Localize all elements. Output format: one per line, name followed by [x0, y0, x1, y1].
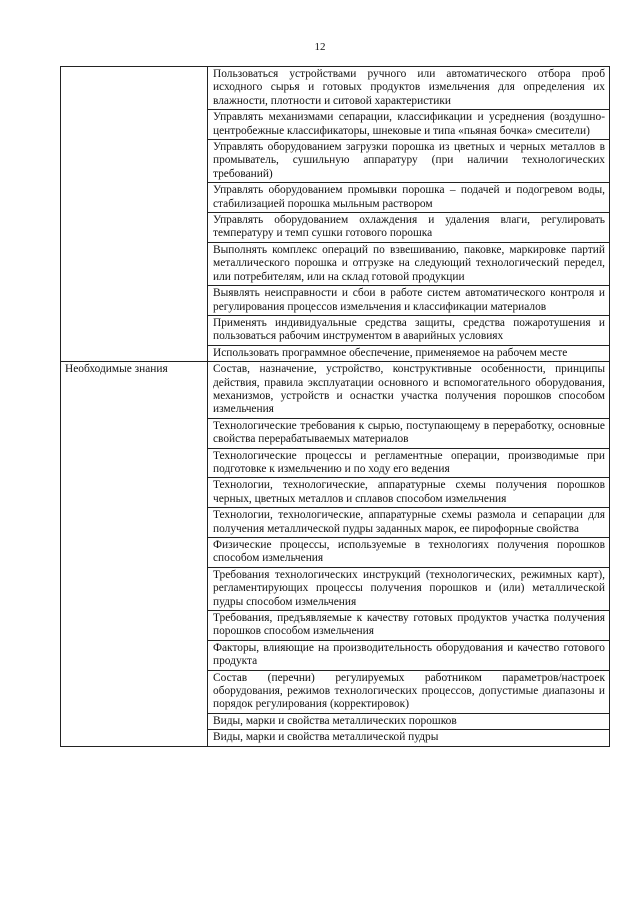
list-item: Выявлять неисправности и сбои в работе систем автоматического контроля и регулирования процессов измельчения и классификации материалов [208, 285, 609, 315]
list-item: Требования, предъявляемые к качеству готовых продуктов участка получения порошков способом измельчения [208, 610, 609, 640]
list-item: Состав, назначение, устройство, конструктивные особенности, принципы действия, правила эксплуатации основного и вспомогательного оборудования, механизмов, устройств и оснастки участка получения порошков способом измельчения [213, 363, 605, 416]
list-item: Состав (перечни) регулируемых работником параметров/настроек оборудования, режимов технологических процессов, допустимые диапазоны и порядок регулирования (корректировок) [208, 670, 609, 713]
list-item: Управлять механизмами сепарации, классификации и усреднения (воздушно-центробежные классификаторы, шнековые и типа «пьяная бочка» смесители) [208, 109, 609, 139]
section-items [208, 362, 610, 747]
table-row-knowledge [61, 362, 610, 747]
list-item: Управлять оборудованием промывки порошка – подачей и подогревом воды, стабилизацией порошка мыльным раствором [208, 182, 609, 212]
list-item: Применять индивидуальные средства защиты, средства пожаротушения и пользоваться рабочим инструментом в аварийных условиях [208, 315, 609, 345]
list-item: Технологии, технологические, аппаратурные схемы размола и сепарации для получения металлической пудры заданных марок, ее пирофорные свойства [208, 507, 609, 537]
section-label: Необходимые знания [61, 362, 208, 747]
requirements-table [60, 66, 610, 747]
list-item: Технологии, технологические, аппаратурные схемы получения порошков черных, цветных металлов и сплавов способом измельчения [208, 477, 609, 507]
list-item: Управлять оборудованием охлаждения и удаления влаги, регулировать температуру и темп сушки готового порошка [208, 212, 609, 242]
list-item: Использовать программное обеспечение, применяемое на рабочем месте [208, 345, 609, 361]
list-item: Виды, марки и свойства металлических порошков [208, 713, 609, 729]
list-item: Требования технологических инструкций (технологических, режимных карт), регламентирующих процессы получения порошков и (или) металлической пудры способом измельчения [208, 567, 609, 610]
list-item: Технологические требования к сырью, поступающему в переработку, основные свойства перерабатываемых материалов [208, 418, 609, 448]
section-items [208, 67, 610, 362]
list-item: Физические процессы, используемые в технологиях получения порошков способом измельчения [208, 537, 609, 567]
list-item: Факторы, влияющие на производительность оборудования и качество готового продукта [208, 640, 609, 670]
list-item: Виды, марки и свойства металлической пудры [208, 729, 609, 745]
list-item: Управлять оборудованием загрузки порошка из цветных и черных металлов в промыватель, сушильную аппаратуру (при наличии технологических требований) [208, 139, 609, 182]
section-label [61, 67, 208, 362]
list-item: Пользоваться устройствами ручного или автоматического отбора проб исходного сырья и готовых продуктов измельчения для определения их влажности, плотности и ситовой характеристики [213, 68, 605, 107]
table-row-skills [61, 67, 610, 362]
list-item: Выполнять комплекс операций по взвешиванию, паковке, маркировке партий металлического порошка и отгрузке на следующий технологический передел, или потребителям, или на склад готовой продукции [208, 242, 609, 285]
list-item: Технологические процессы и регламентные операции, производимые при подготовке к измельчению и по ходу его ведения [208, 448, 609, 478]
page-number: 12 [314, 41, 326, 53]
